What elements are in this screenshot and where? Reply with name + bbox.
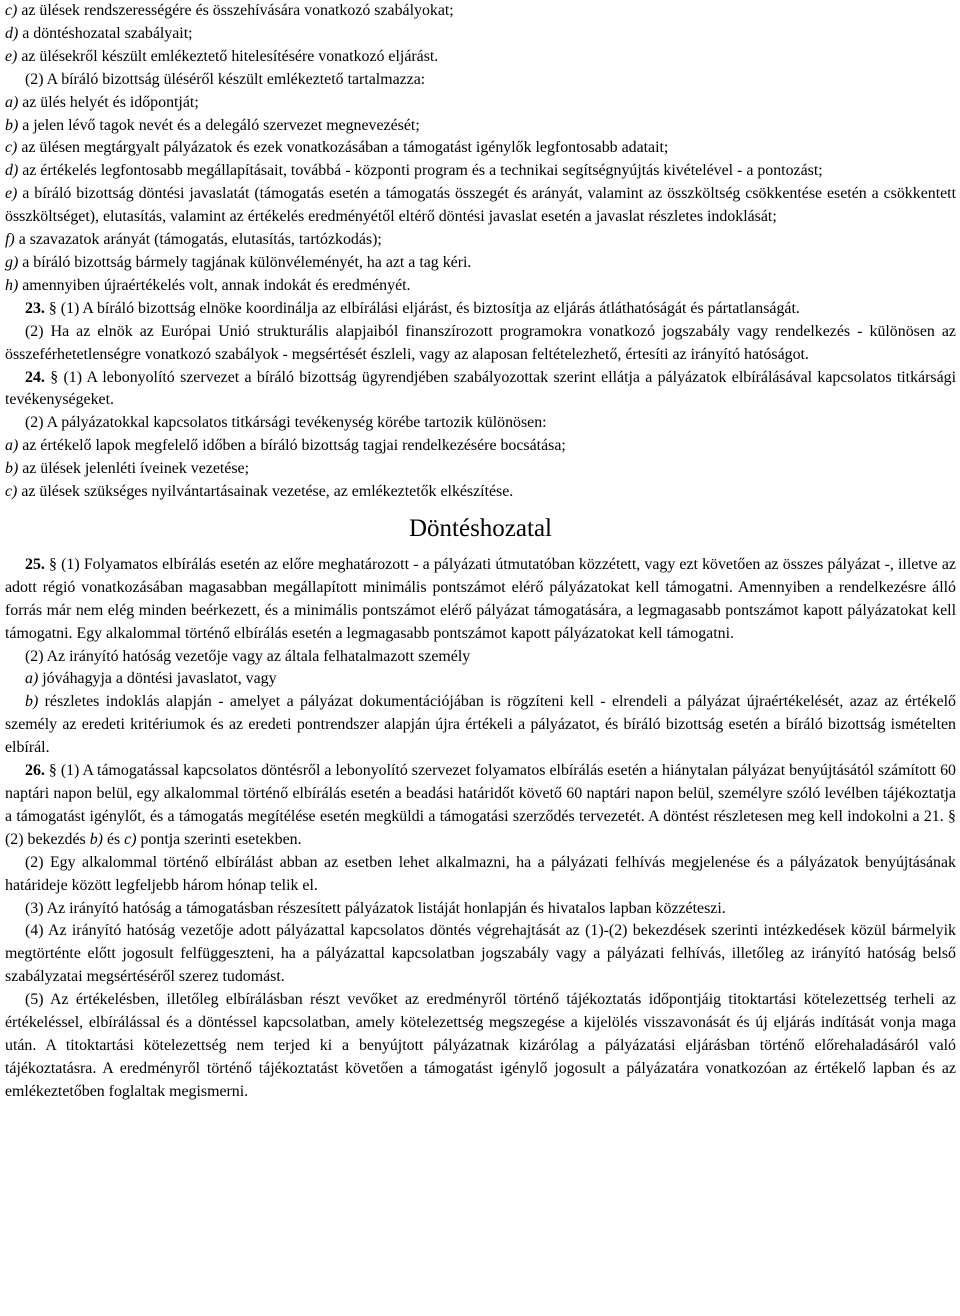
item-label: f) — [5, 231, 15, 249]
list-item — [5, 481, 956, 504]
section-26-paragraph-2: (2) Egy alkalommal történő elbírálást abban az esetben lehet alkalmazni, ha a pályázati felhívás megjelenése és a pályázatok benyújtásának határideje között legfeljebb három hónap telik el. — [5, 853, 956, 894]
item-label: b) — [25, 693, 39, 711]
item-label: c) — [5, 483, 18, 501]
paragraph-text: (1) Folyamatos elbírálás esetén az előre meghatározott - a pályázati útmutatóban közzétett, vagy ezt követően az összes pályázat -, illetve az adott régió vonatkozásában magasabban megállapított minimális pontszámot elérő pályázatokat kell támogatni. Amennyiben a rendelkezésre álló forrás már nem elég minden beérkezett, és a minimális pontszámot elérő pályázat támogatására, a legmagasabb pontszámot kapott pályázatokat kell támogatni. Egy alkalommal történő elbírálás esetén a legmagasabb pontszámot kapott pályázatokat kell támogatni. — [5, 555, 956, 642]
section-23-paragraph-2: (2) Ha az elnök az Európai Unió strukturális alapjaiból finanszírozott programokra vonatkozó jogszabály vagy rendelkezés - különösen az összeférhetetlenségre vonatkozó szabályok - megsértését észleli, vagy az alaposan feltételezhető, értesíti az irányító hatóságot. — [5, 322, 956, 363]
item-text: a döntéshozatal szabályait; — [18, 24, 193, 42]
list-item — [5, 252, 956, 275]
list-item — [5, 435, 956, 458]
item-label: a) — [5, 437, 19, 455]
section-26-paragraph-4: (4) Az irányító hatóság vezetője adott pályázattal kapcsolatos döntés végrehajtását az (1)-(2) bekezdések szerinti intézkedések közül bármelyik megtörténte előtt jogosult felfüggeszteni, ha a pályázattal kapcsolatban jogszabály vagy a pályázati felhívás, illetőleg az irányító hatóság belső szabályzatai megsértéséről szerez tudomást. — [5, 922, 956, 986]
list-item — [5, 23, 956, 46]
section-26-paragraph-5: (5) Az értékelésben, illetőleg elbírálásban részt vevőket az eredményről történő tájékoztatás időpontjáig titoktartási kötelezettség terheli az értékeléssel, elbírálással és a döntéssel kapcsolatban, amely kötelezettség megszegése a kijelölés visszavonását és új eljárás indítását vonja maga után. A titoktartási kötelezettség nem terjed ki a benyújtott pályázatnak kizárólag a pályázatási eljárásban történő előrehaladásáról való tájékoztatásra. A eredményről történő tájékoztatást követően a támogatást igénylő jogosult a pályázatára vonatkozóan az értékelő lapban és az emlékeztetőben foglaltak megismerni. — [5, 991, 956, 1100]
section-26-paragraph-1 — [5, 760, 956, 852]
item-text: az ülésen megtárgyalt pályázatok és ezek vonatkozásában a támogatást igénylők legfontosabb adatait; — [17, 139, 669, 157]
section-mark: § — [50, 368, 59, 386]
item-label: b) — [5, 460, 19, 478]
section-26-paragraph-3: (3) Az irányító hatóság a támogatásban részesített pályázatok listáját honlapján és hivatalos lapban közzéteszi. — [25, 899, 726, 917]
item-text: amennyiben újraértékelés volt, annak indokát és eredményét. — [18, 276, 411, 294]
section-number: 25. — [25, 555, 45, 573]
item-label: e) — [5, 47, 18, 65]
list-item — [5, 229, 956, 252]
item-label: d) — [5, 24, 19, 42]
section-number: 23. — [25, 299, 45, 317]
list-item — [5, 458, 956, 481]
list-item — [5, 160, 956, 183]
item-label: a) — [25, 670, 39, 688]
list-item — [5, 691, 956, 760]
item-label: a) — [5, 93, 19, 111]
section-25-paragraph-1 — [5, 554, 956, 646]
list-item — [5, 46, 956, 69]
paragraph-text: (1) A lebonyolító szervezet a bíráló bizottság ügyrendjében szabályozottak szerint ellátja a pályázatok elbírálásával kapcsolatos titkársági tevékenységeket. — [5, 368, 956, 409]
point-label: c) — [124, 830, 137, 848]
section-mark: § — [48, 762, 57, 780]
paragraph-text: és — [102, 830, 125, 848]
section-mark: § — [48, 299, 57, 317]
item-text: jóváhagyja a döntési javaslatot, vagy — [38, 670, 277, 688]
paragraph-text: pontja szerinti esetekben. — [136, 830, 302, 848]
point-label: b) — [89, 830, 103, 848]
item-label: c) — [5, 139, 18, 157]
item-text: a bíráló bizottság bármely tagjának különvéleményét, ha azt a tag kéri. — [18, 253, 472, 271]
list-item — [5, 275, 956, 298]
section-heading: Döntéshozatal — [408, 514, 552, 542]
item-text: a szavazatok arányát (támogatás, elutasítás, tartózkodás); — [14, 231, 382, 249]
item-text: részletes indoklás alapján - amelyet a pályázat dokumentációjában is rögzíteni kell - elrendeli a pályázat újraértékelését, azaz az értékelő személy az eredeti kritériumok és az eredeti pontrendszer alapján újra értékeli a pályázatot, és bíráló bizottság esetén a bíráló bizottság ismételten elbírál. — [5, 693, 956, 757]
section-number: 26. — [25, 762, 45, 780]
section-24-paragraph-1 — [5, 367, 956, 413]
list-item — [5, 115, 956, 138]
paragraph-text: (1) A bíráló bizottság elnöke koordinálja az elbírálási eljárást, és biztosítja az eljárás átláthatóságát és pártatlanságát. — [56, 299, 800, 317]
item-text: a jelen lévő tagok nevét és a delegáló szervezet megnevezését; — [18, 116, 420, 134]
paragraph-text: (1) A támogatással kapcsolatos döntésről a lebonyolító szervezet folyamatos elbírálás esetén a hiánytalan pályázat benyújtásától számított 60 naptári napon belül, egy alkalommal történő elbírálás esetén a beadási határidőt követő 60 naptári napon belül, személyre szóló levélben tájékoztatja a támogatást igénylőt, és a támogatás megítélése esetén megküldi a támogatási szerződés tervezetét. A döntést részletesen meg kell indokolni a 21. § (2) bekezdés — [5, 762, 956, 848]
item-text: az értékelés legfontosabb megállapításait, továbbá - központi program és a technikai segítségnyújtás kivételével - a pontozást; — [18, 162, 823, 180]
item-text: az ülések szükséges nyilvántartásainak vezetése, az emlékeztetők elkészítése. — [17, 483, 514, 501]
list-item — [5, 0, 956, 23]
section-24-paragraph-2: (2) A pályázatokkal kapcsolatos titkársági tevékenység körébe tartozik különösen: — [25, 414, 547, 432]
list-item — [5, 183, 956, 229]
item-label: c) — [5, 2, 18, 19]
list-item — [5, 668, 956, 691]
item-label: d) — [5, 162, 19, 180]
item-text: az értékelő lapok megfelelő időben a bíráló bizottság tagjai rendelkezésére bocsátása; — [18, 437, 566, 455]
item-label: h) — [5, 276, 19, 294]
section-mark: § — [49, 555, 57, 573]
section-25-paragraph-2: (2) Az irányító hatóság vezetője vagy az általa felhatalmazott személy — [25, 647, 471, 665]
paragraph: (2) A bíráló bizottság üléséről készült emlékeztető tartalmazza: — [25, 70, 426, 88]
list-item — [5, 137, 956, 160]
document-page — [5, 0, 956, 1104]
list-item — [5, 92, 956, 115]
section-23-paragraph-1 — [5, 298, 956, 321]
section-number: 24. — [25, 368, 45, 386]
item-text: a bíráló bizottság döntési javaslatát (támogatás esetén a támogatás összegét és arányát, valamint az összköltség csökkentése esetén a csökkentett összköltséget), elutasítás, valamint az értékelés eredményétől eltérő döntési javaslat esetén a javaslat részletes indoklását; — [5, 185, 956, 226]
item-label: e) — [5, 185, 18, 203]
item-text: az ülések jelenléti íveinek vezetése; — [18, 460, 249, 478]
item-text: az ülések rendszerességére és összehívására vonatkozó szabályokat; — [17, 2, 454, 19]
item-text: az ülésekről készült emlékeztető hitelesítésére vonatkozó eljárást. — [17, 47, 439, 65]
item-label: g) — [5, 253, 19, 271]
item-label: b) — [5, 116, 19, 134]
item-text: az ülés helyét és időpontját; — [18, 93, 199, 111]
